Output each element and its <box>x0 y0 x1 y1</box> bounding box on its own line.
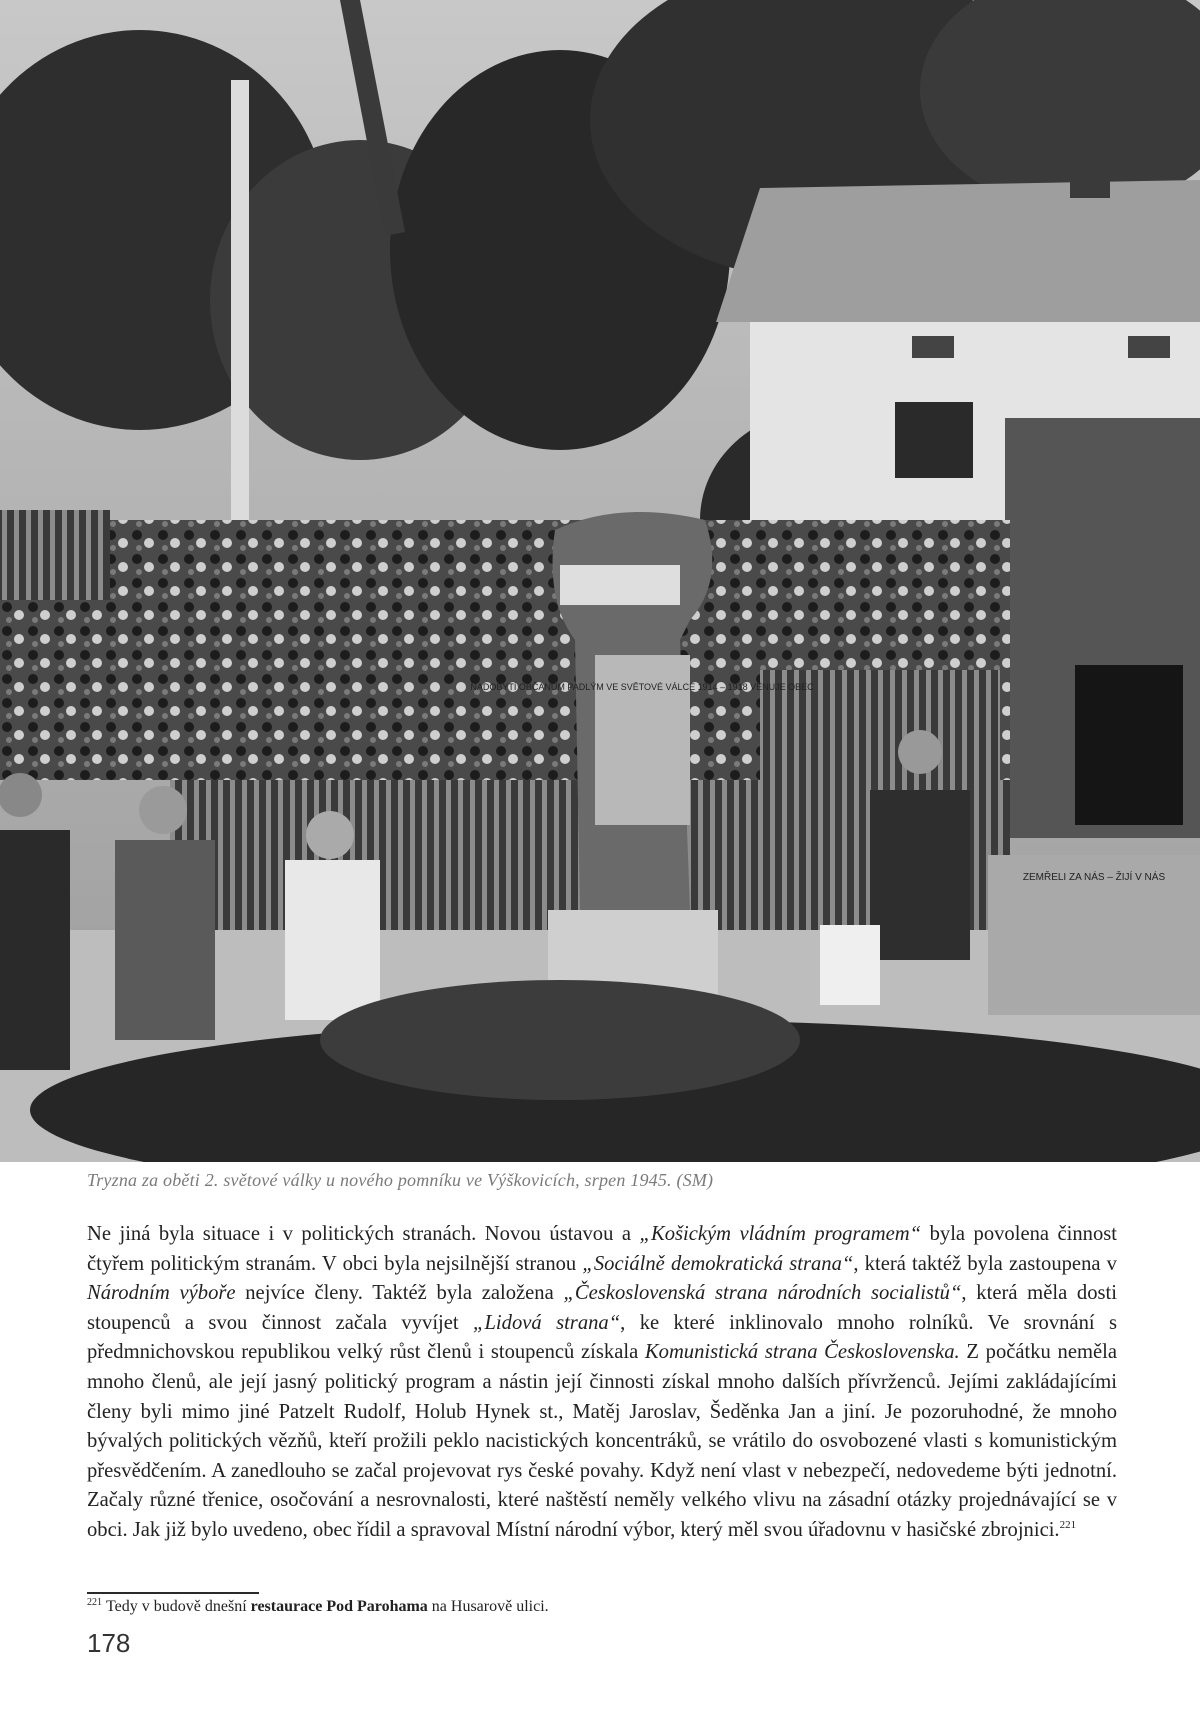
monument-inscription: NADOBYTÍ OBČANŮM PADLÝM VE SVĚTOVÉ VÁLCE 1914 – 1918 VĚNUJE OBEC <box>470 682 814 692</box>
footnote-number: 221 <box>87 1596 102 1608</box>
page-number: 178 <box>87 1628 131 1658</box>
plaque-inscription: ZEMŘELI ZA NÁS – ŽIJÍ V NÁS <box>1022 872 1166 883</box>
photo-caption: Tryzna za oběti 2. světové války u nového pomníku ve Výškovicích, srpen 1945. (SM) <box>87 1170 714 1190</box>
body-paragraph: Ne jiná byla situace i v politických stranách. Novou ústavou a „Košickým vládním programem“ byla povolena činnost čtyřem politickým stranám. V obci byla nejsilnější stranou „Sociálně demokratická strana“, která taktéž byla zastoupena v Národním výboře nejvíce členy. Taktéž byla založena „Československá strana národních socialistů“, která měla dosti stoupenců a svou činnost začala vyvíjet „Lidová strana“, ke které inklinovalo mnoho rolníků. Ve srovnání s předmnichovskou republikou velký růst členů i stoupenců získala Komunistická strana Československa. Z počátku neměla mnoho členů, ale její jasný politický program a nástin její činnosti získal mnoho dalších přívrženců. Jejími zakládajícími členy byli mimo jiné Patzelt Rudolf, Holub Hynek st., Matěj Jaroslav, Šeděnka Jan a jiní. Je pozoruhodné, že mnoho bývalých politických vězňů, kteří prožili peklo nacistických koncentráků, se vrátilo do osvobozené vlasti s komunistickým přesvědčením. A zanedlouho se začal projevovat rys české povahy. Když není vlast v nebezpečí, nedovedeme býti jednotní. Začaly různé třenice, osočování a nesrovnalosti, které naštěstí neměly velkého vlivu na zásadní otázky projednávající se v obci. Jak již bylo uvedeno, obec řídil a spravoval Místní národní výbor, který měl svou úřadovnu v hasičské zbrojnici.$^{221}$ <box>87 1223 1118 1541</box>
footnote-reference[interactable]: 221 <box>1059 1519 1077 1532</box>
footnote: $^{221}$ Tedy v budově dnešní restaurace Pod Parohama na Husarově ulici. <box>87 1596 549 1615</box>
footnote-divider <box>87 1592 259 1594</box>
